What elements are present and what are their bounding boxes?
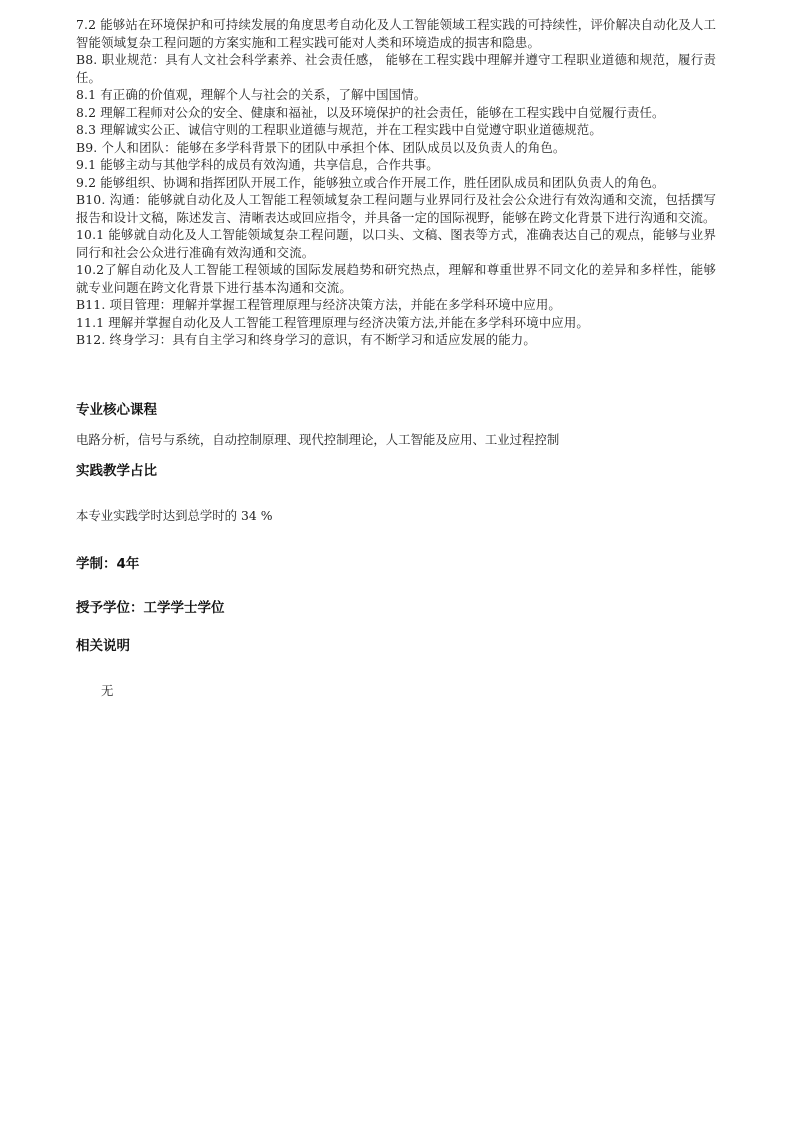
requirement-b8: B8. 职业规范：具有人文社会科学素养、社会责任感， 能够在工程实践中理解并遵守工程职业道德和规范，履行责任。 [76, 52, 716, 85]
requirement-8-2: 8.2 理解工程师对公众的安全、健康和福祉，以及环境保护的社会责任，能够在工程实践中自觉履行责任。 [76, 104, 665, 120]
requirement-10-1: 10.1 能够就自动化及人工智能领域复杂工程问题，以口头、文稿、图表等方式，准确表达自己的观点，能够与业界同行和社会公众进行准确有效沟通和交流。 [76, 227, 716, 260]
graduation-requirements-scroll-area[interactable] [76, 16, 716, 388]
requirement-10-2: 10.2了解自动化及人工智能工程领域的国际发展趋势和研究热点，理解和尊重世界不同文化的差异和多样性，能够就专业问题在跨文化背景下进行基本沟通和交流。 [76, 262, 716, 295]
degree-label: 授予学位：工学学士学位 [76, 600, 225, 616]
requirement-11-1: 11.1 理解并掌握自动化及人工智能工程管理原理与经济决策方法,并能在多学科环境中应用。 [76, 314, 589, 330]
requirement-8-1: 8.1 有正确的价值观，理解个人与社会的关系，了解中国国情。 [76, 87, 427, 102]
requirement-b10: B10. 沟通：能够就自动化及人工智能工程领域复杂工程问题与业界同行及社会公众进行有效沟通和交流，包括撰写报告和设计文稿，陈述发言、清晰表达或回应指令，并具备一定的国际视野，能够在跨文化背景下进行沟通和交流。 [76, 192, 716, 225]
requirement-8-3: 8.3 理解诚实公正、诚信守则的工程职业道德与规范，并在工程实践中自觉遵守职业道德规范。 [76, 122, 602, 137]
practice-ratio-heading: 实践教学占比 [76, 463, 157, 479]
notes-content: 无 [101, 683, 114, 698]
requirement-7-2: 7.2 能够站在环境保护和可持续发展的角度思考自动化及人工智能领域工程实践的可持续性，评价解决自动化及人工智能领域复杂工程问题的方案实施和工程实践可能对人类和环境造成的损害和隐患。 [76, 17, 716, 50]
requirement-b9: B9. 个人和团队：能够在多学科背景下的团队中承担个体、团队成员以及负责人的角色。 [76, 139, 566, 155]
duration-label: 学制：4年 [76, 556, 140, 572]
requirement-b12: B12. 终身学习：具有自主学习和终身学习的意识，有不断学习和适应发展的能力。 [76, 332, 536, 347]
requirement-9-2: 9.2 能够组织、协调和指挥团队开展工作，能够独立或合作开展工作，胜任团队成员和团队负责人的角色。 [76, 174, 665, 190]
core-courses-content: 电路分析，信号与系统，自动控制原理、现代控制理论，人工智能及应用、工业过程控制 [76, 432, 560, 447]
requirement-b11: B11. 项目管理：理解并掌握工程管理原理与经济决策方法，并能在多学科环境中应用。 [76, 297, 561, 312]
notes-heading: 相关说明 [76, 638, 130, 654]
requirement-9-1: 9.1 能够主动与其他学科的成员有效沟通，共享信息，合作共事。 [76, 157, 439, 172]
core-courses-heading: 专业核心课程 [76, 402, 157, 418]
practice-ratio-content: 本专业实践学时达到总学时的 34 % [76, 508, 273, 523]
